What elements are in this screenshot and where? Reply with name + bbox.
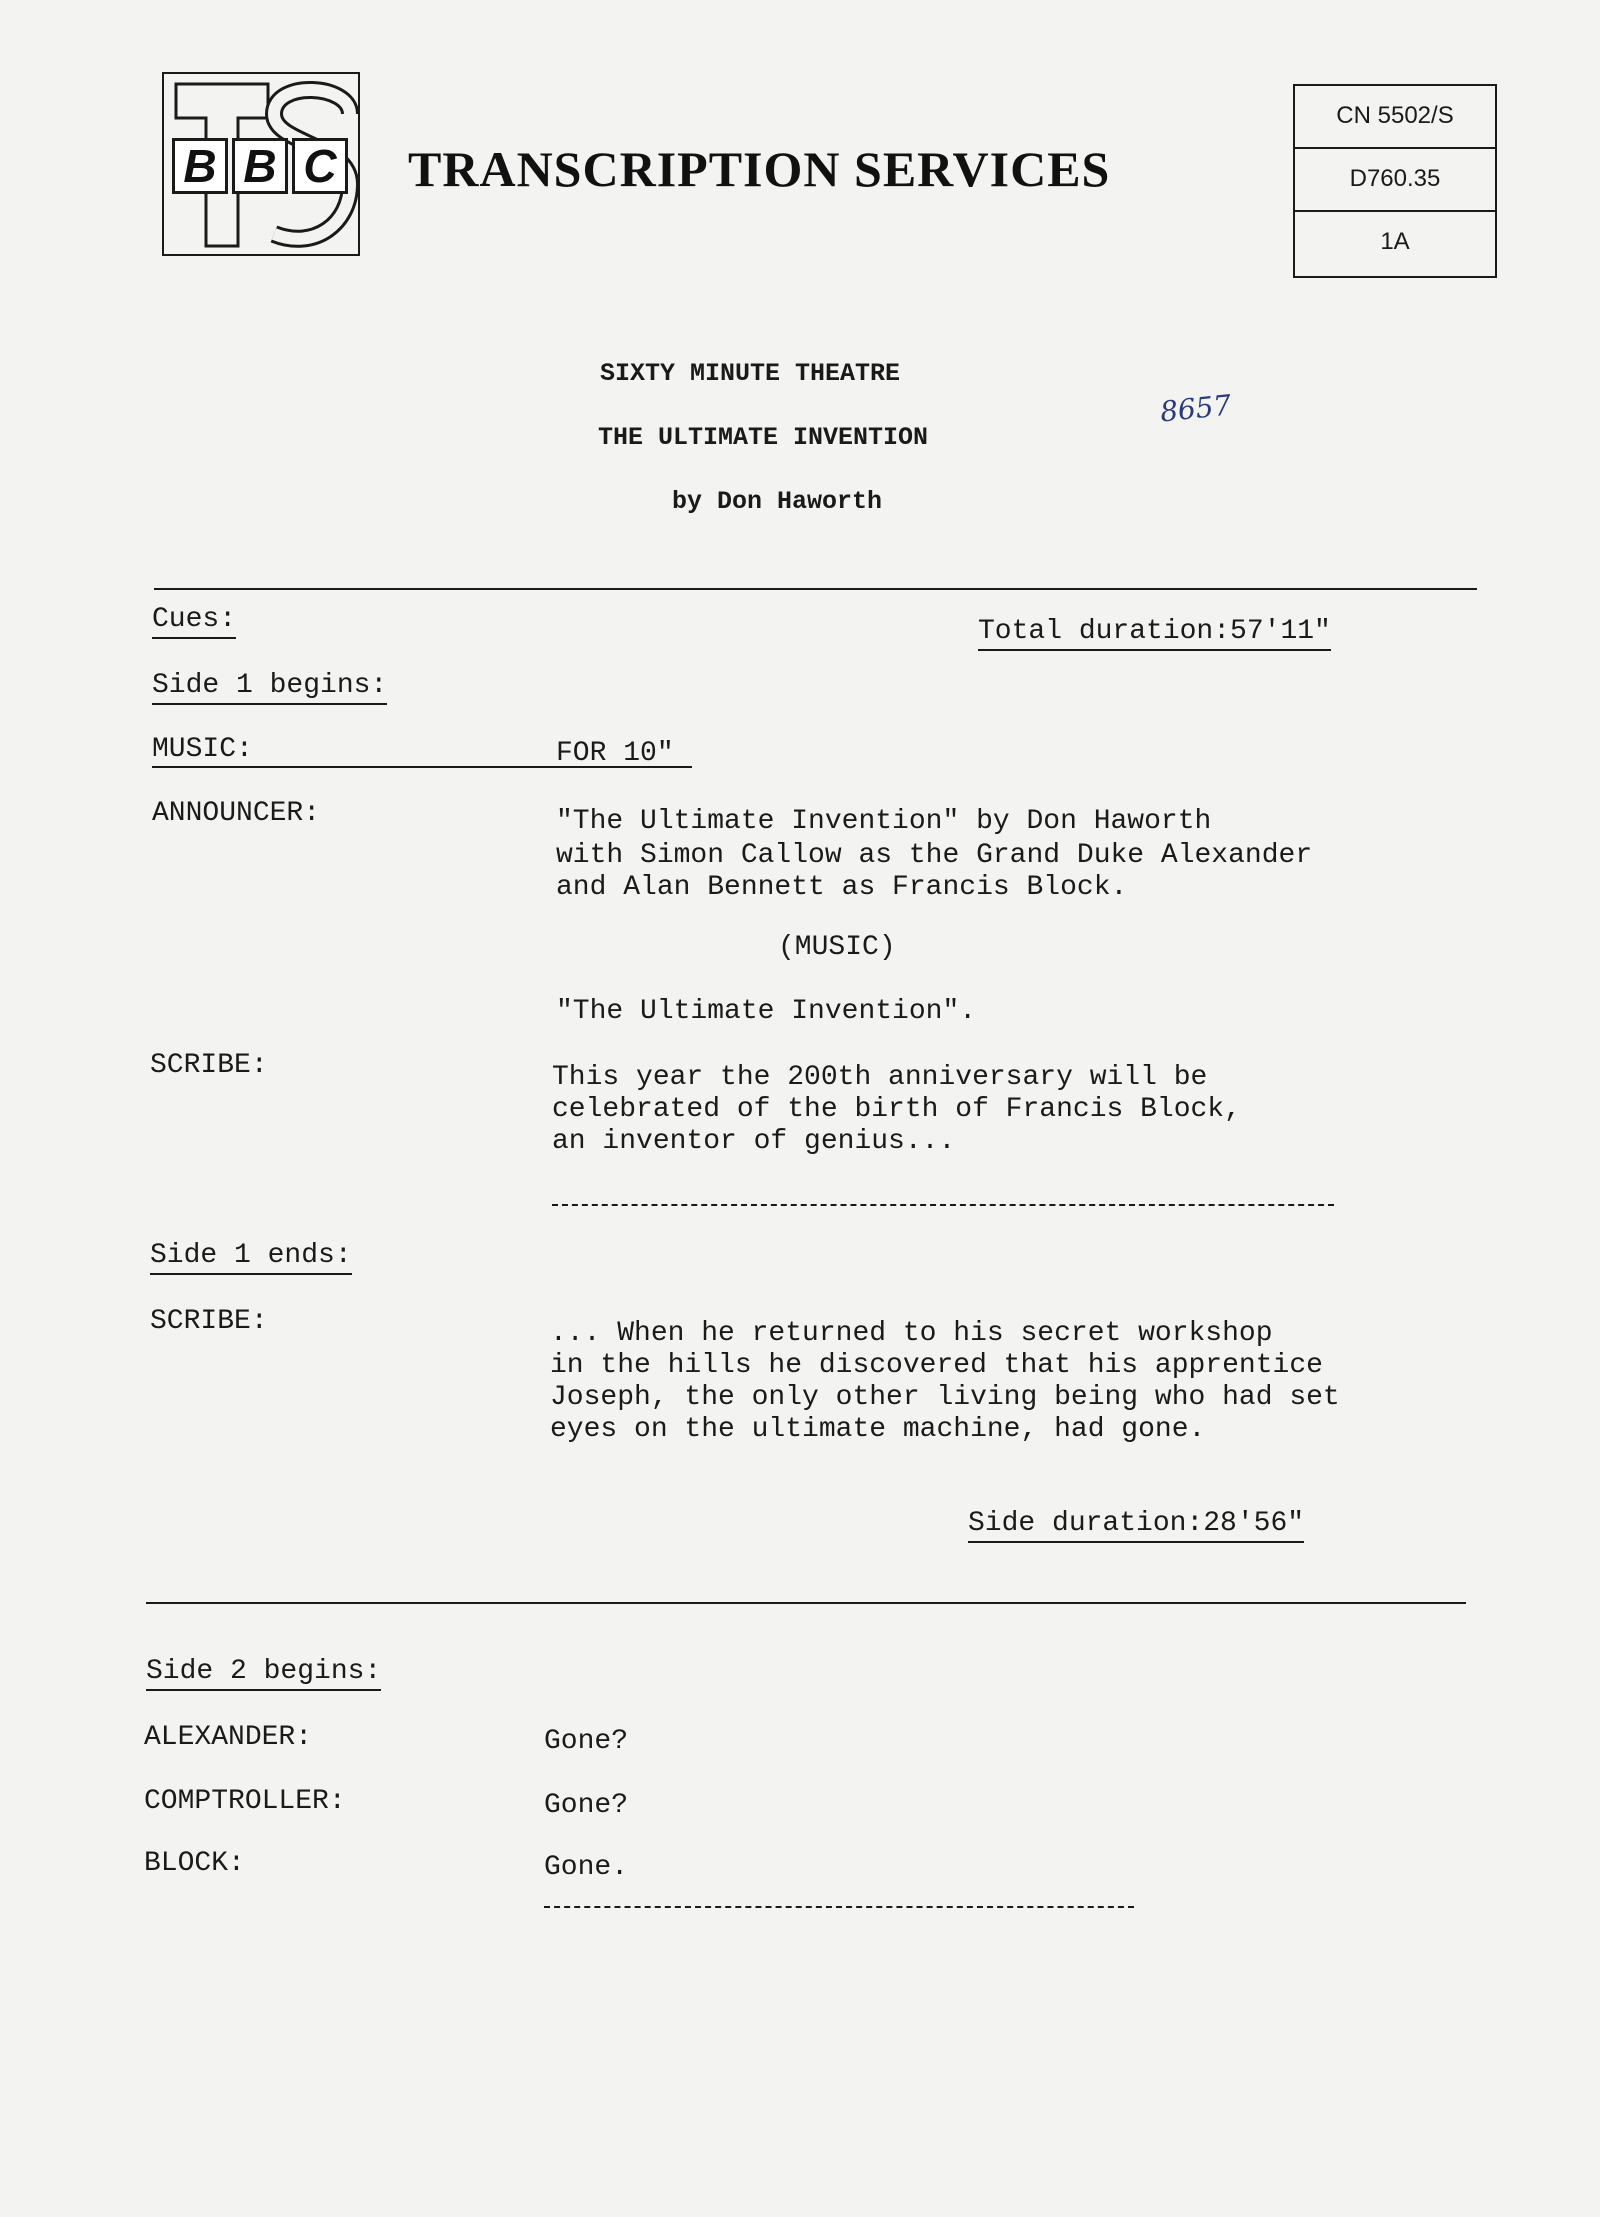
logo-letter-c: C bbox=[292, 138, 348, 194]
scribe-line: an inventor of genius... bbox=[552, 1126, 956, 1157]
divider bbox=[146, 1602, 1466, 1604]
dashed-divider bbox=[544, 1906, 1134, 1908]
announcer-line: and Alan Bennett as Francis Block. bbox=[556, 872, 1128, 903]
reference-number: CN 5502/S bbox=[1295, 86, 1495, 149]
side1-ends: Side 1 ends: bbox=[150, 1240, 352, 1275]
side-duration: Side duration:28'56" bbox=[968, 1508, 1304, 1543]
handwritten-note: 8657 bbox=[1158, 388, 1233, 429]
programme-title: THE ULTIMATE INVENTION bbox=[598, 423, 929, 452]
end-scribe-line: in the hills he discovered that his apprentice bbox=[550, 1350, 1323, 1381]
scribe-line: celebrated of the birth of Francis Block, bbox=[552, 1094, 1241, 1125]
speaker-line: Gone? bbox=[544, 1790, 629, 1821]
scribe-label: SCRIBE: bbox=[150, 1050, 268, 1081]
side2-begins: Side 2 begins: bbox=[146, 1656, 381, 1691]
music-cue: (MUSIC) bbox=[778, 932, 896, 963]
end-scribe-line: eyes on the ultimate machine, had gone. bbox=[550, 1414, 1206, 1445]
logo-letter-b1: B bbox=[172, 138, 228, 194]
total-duration: Total duration:57'11" bbox=[978, 616, 1331, 651]
divider bbox=[154, 588, 1477, 590]
speaker-label: COMPTROLLER: bbox=[144, 1786, 346, 1817]
announcer-line: with Simon Callow as the Grand Duke Alexander bbox=[556, 840, 1313, 871]
reference-box bbox=[1293, 84, 1497, 278]
scribe-line: This year the 200th anniversary will be bbox=[552, 1062, 1208, 1093]
speaker-label: BLOCK: bbox=[144, 1848, 245, 1879]
cues-label: Cues: bbox=[152, 604, 236, 639]
dashed-divider bbox=[552, 1204, 1334, 1206]
page-heading: TRANSCRIPTION SERVICES bbox=[408, 141, 1111, 197]
speaker-line: Gone? bbox=[544, 1726, 629, 1757]
announcer-closing: "The Ultimate Invention". bbox=[556, 996, 977, 1027]
music-label: MUSIC: bbox=[152, 734, 253, 765]
logo-letter-b2: B bbox=[232, 138, 288, 194]
end-scribe-label: SCRIBE: bbox=[150, 1306, 268, 1337]
end-scribe-line: Joseph, the only other living being who had set bbox=[550, 1382, 1340, 1413]
reference-side: 1A bbox=[1380, 228, 1410, 255]
bbc-ts-logo bbox=[162, 72, 360, 256]
speaker-line: Gone. bbox=[544, 1852, 629, 1883]
side1-begins: Side 1 begins: bbox=[152, 670, 387, 705]
announcer-label: ANNOUNCER: bbox=[152, 798, 321, 829]
reference-catalogue: D760.35 bbox=[1295, 149, 1495, 212]
series-title: SIXTY MINUTE THEATRE bbox=[600, 359, 901, 388]
speaker-label: ALEXANDER: bbox=[144, 1722, 313, 1753]
end-scribe-line: ... When he returned to his secret workshop bbox=[550, 1318, 1273, 1349]
music-duration: FOR 10" bbox=[556, 738, 674, 769]
programme-author: by Don Haworth bbox=[672, 487, 883, 516]
announcer-line: "The Ultimate Invention" by Don Haworth bbox=[556, 806, 1212, 837]
